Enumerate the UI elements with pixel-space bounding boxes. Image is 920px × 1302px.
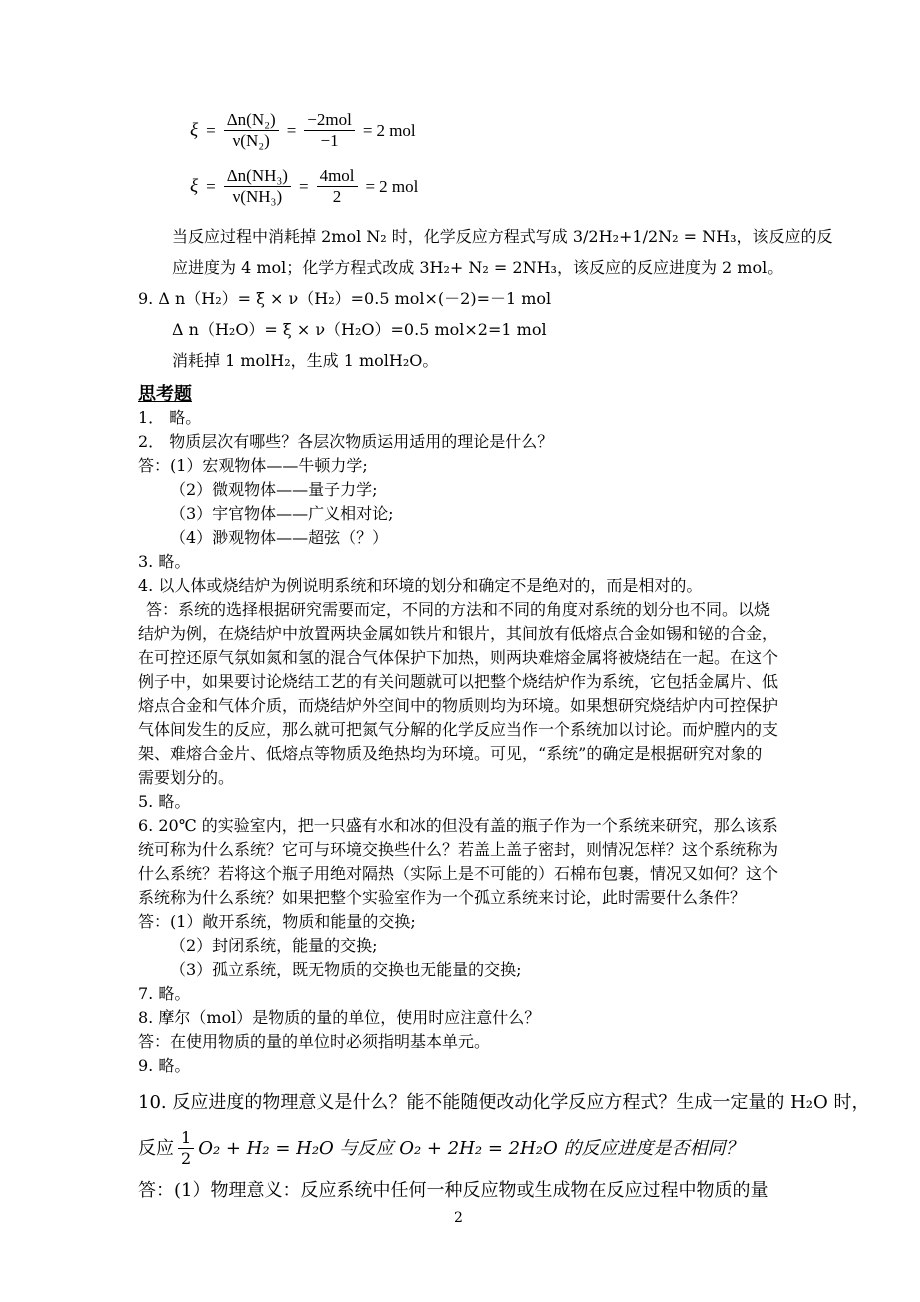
body-line: 答：(1）宏观物体——牛顿力学; [138,456,368,475]
body-line: 在可控还原气氛如氮和氢的混合气体保护下加热，则两块难熔金属将被烧结在一起。在这个 [138,648,779,667]
text-line: 消耗掉 1 molH₂，生成 1 molH₂O。 [172,351,439,370]
body-line: 什么系统？若将这个瓶子用绝对隔热（实际上是不可能的）石棉布包裹，情况又如何？这个 [138,864,779,883]
section-heading: 思考题 [138,384,192,405]
text-line: 应进度为 4 mol；化学方程式改成 3H₂+ N₂ = 2NH₃，该反应的反应进度为 2 mol。 [172,258,784,277]
question-10-line2: 反应 $\frac{1}{2}$ O₂ + H₂ = H₂O 与反应 O₂ + 2H₂ = 2H₂O 的反应进度是否相同？ [138,1128,744,1168]
body-line: （3）孤立系统，既无物质的交换也无能量的交换; [170,960,522,979]
body-line: （4）渺观物体——超弦（？） [170,528,389,547]
text-line: Δ n（H₂O）= ξ × ν（H₂O）=0.5 mol×2=1 mol [172,320,547,339]
xi-symbol: ξ [190,175,199,197]
body-line: 系统称为什么系统？如果把整个实验室作为一个孤立系统来讨论，此时需要什么条件？ [138,888,747,907]
body-line: 4. 以人体或烧结炉为例说明系统和环境的划分和确定不是绝对的，而是相对的。 [138,576,703,595]
xi-symbol: ξ [190,119,199,141]
fraction-dn-n2: $\frac{\text{Δn(N₂)}}{\text{ν(N₂)}}$ [224,110,279,151]
fraction-values-nh3: $\frac{\text{4mol}}{2}$ [317,166,358,207]
body-line: 答：(1）敞开系统，物质和能量的交换; [138,912,416,931]
equation-xi-nh3: ξ = $\frac{\text{Δn(NH₃)}}{\text{ν(NH₃)}}$ = $\frac{\text{4mol}}{2}$ = 2 mol [190,166,419,206]
body-line: 1． 略。 [138,408,202,427]
fraction-dn-nh3: $\frac{\text{Δn(NH₃)}}{\text{ν(NH₃)}}$ [224,166,291,207]
result-nh3: 2 mol [379,176,419,196]
fraction-one-half: $\frac{1}{2}$ [178,1128,194,1169]
fraction-values-n2: $\frac{\text{−2mol}}{-1}$ [304,110,355,151]
result-n2: 2 mol [376,120,416,140]
body-line: 3. 略。 [138,552,191,571]
text-line: 9. Δ n（H₂）= ξ × ν（H₂）=0.5 mol×(－2)=－1 mol [138,289,552,308]
body-line: （2）微观物体——量子力学; [170,480,378,499]
body-line: 8. 摩尔（mol）是物质的量的单位，使用时应注意什么？ [138,1008,541,1027]
body-line: 熔点合金和气体介质，而烧结炉外空间中的物质则均为环境。如果想研究烧结炉内可控保护 [138,696,779,715]
body-line: 统可称为什么系统？它可与环境交换些什么？若盖上盖子密封，则情况怎样？这个系统称为 [138,840,779,859]
body-line: 2． 物质层次有哪些？各层次物质运用适用的理论是什么？ [138,432,554,451]
body-line: （3）宇官物体——广义相对论; [170,504,394,523]
page-number: 2 [454,1210,463,1226]
body-line: 答：在使用物质的量的单位时必须指明基本单元。 [138,1032,491,1051]
body-line: 6. 20℃ 的实验室内，把一只盛有水和冰的但没有盖的瓶子作为一个系统来研究，那么该系 [138,816,778,835]
question-10-line3: 答：(1）物理意义：反应系统中任何一种反应物或生成物在反应过程中物质的量 [138,1180,769,1201]
question-10-line1: 10. 反应进度的物理意义是什么？能不能随便改动化学反应方程式？生成一定量的 H₂O 时， [138,1092,870,1113]
body-line: 气体间发生的反应，那么就可把氮气分解的化学反应当作一个系统加以讨论。而炉膛内的支 [138,720,779,739]
equation-xi-n2: ξ = $\frac{\text{Δn(N₂)}}{\text{ν(N₂)}}$ = $\frac{\text{−2mol}}{-1}$ = 2 mol [190,110,416,150]
body-line: 例子中，如果要讨论烧结工艺的有关问题就可以把整个烧结炉作为系统，它包括金属片、低 [138,672,779,691]
body-line: 结炉为例，在烧结炉中放置两块金属如铁片和银片，其间放有低熔点合金如锡和铋的合金， [138,624,779,643]
body-line: 架、难熔合金片、低熔点等物质及绝热均为环境。可见，“系统”的确定是根据研究对象的 [138,744,763,763]
body-line: （2）封闭系统，能量的交换; [170,936,378,955]
text-line: 当反应过程中消耗掉 2mol N₂ 时，化学反应方程式写成 3/2H₂+1/2N₂ = NH₃，该反应的反 [172,227,833,246]
body-line: 需要划分的。 [138,768,235,787]
body-line: 答：系统的选择根据研究需要而定，不同的方法和不同的角度对系统的划分也不同。以烧 [146,600,771,619]
body-line: 5. 略。 [138,792,191,811]
body-line: 7. 略。 [138,984,191,1003]
body-line: 9. 略。 [138,1056,191,1075]
